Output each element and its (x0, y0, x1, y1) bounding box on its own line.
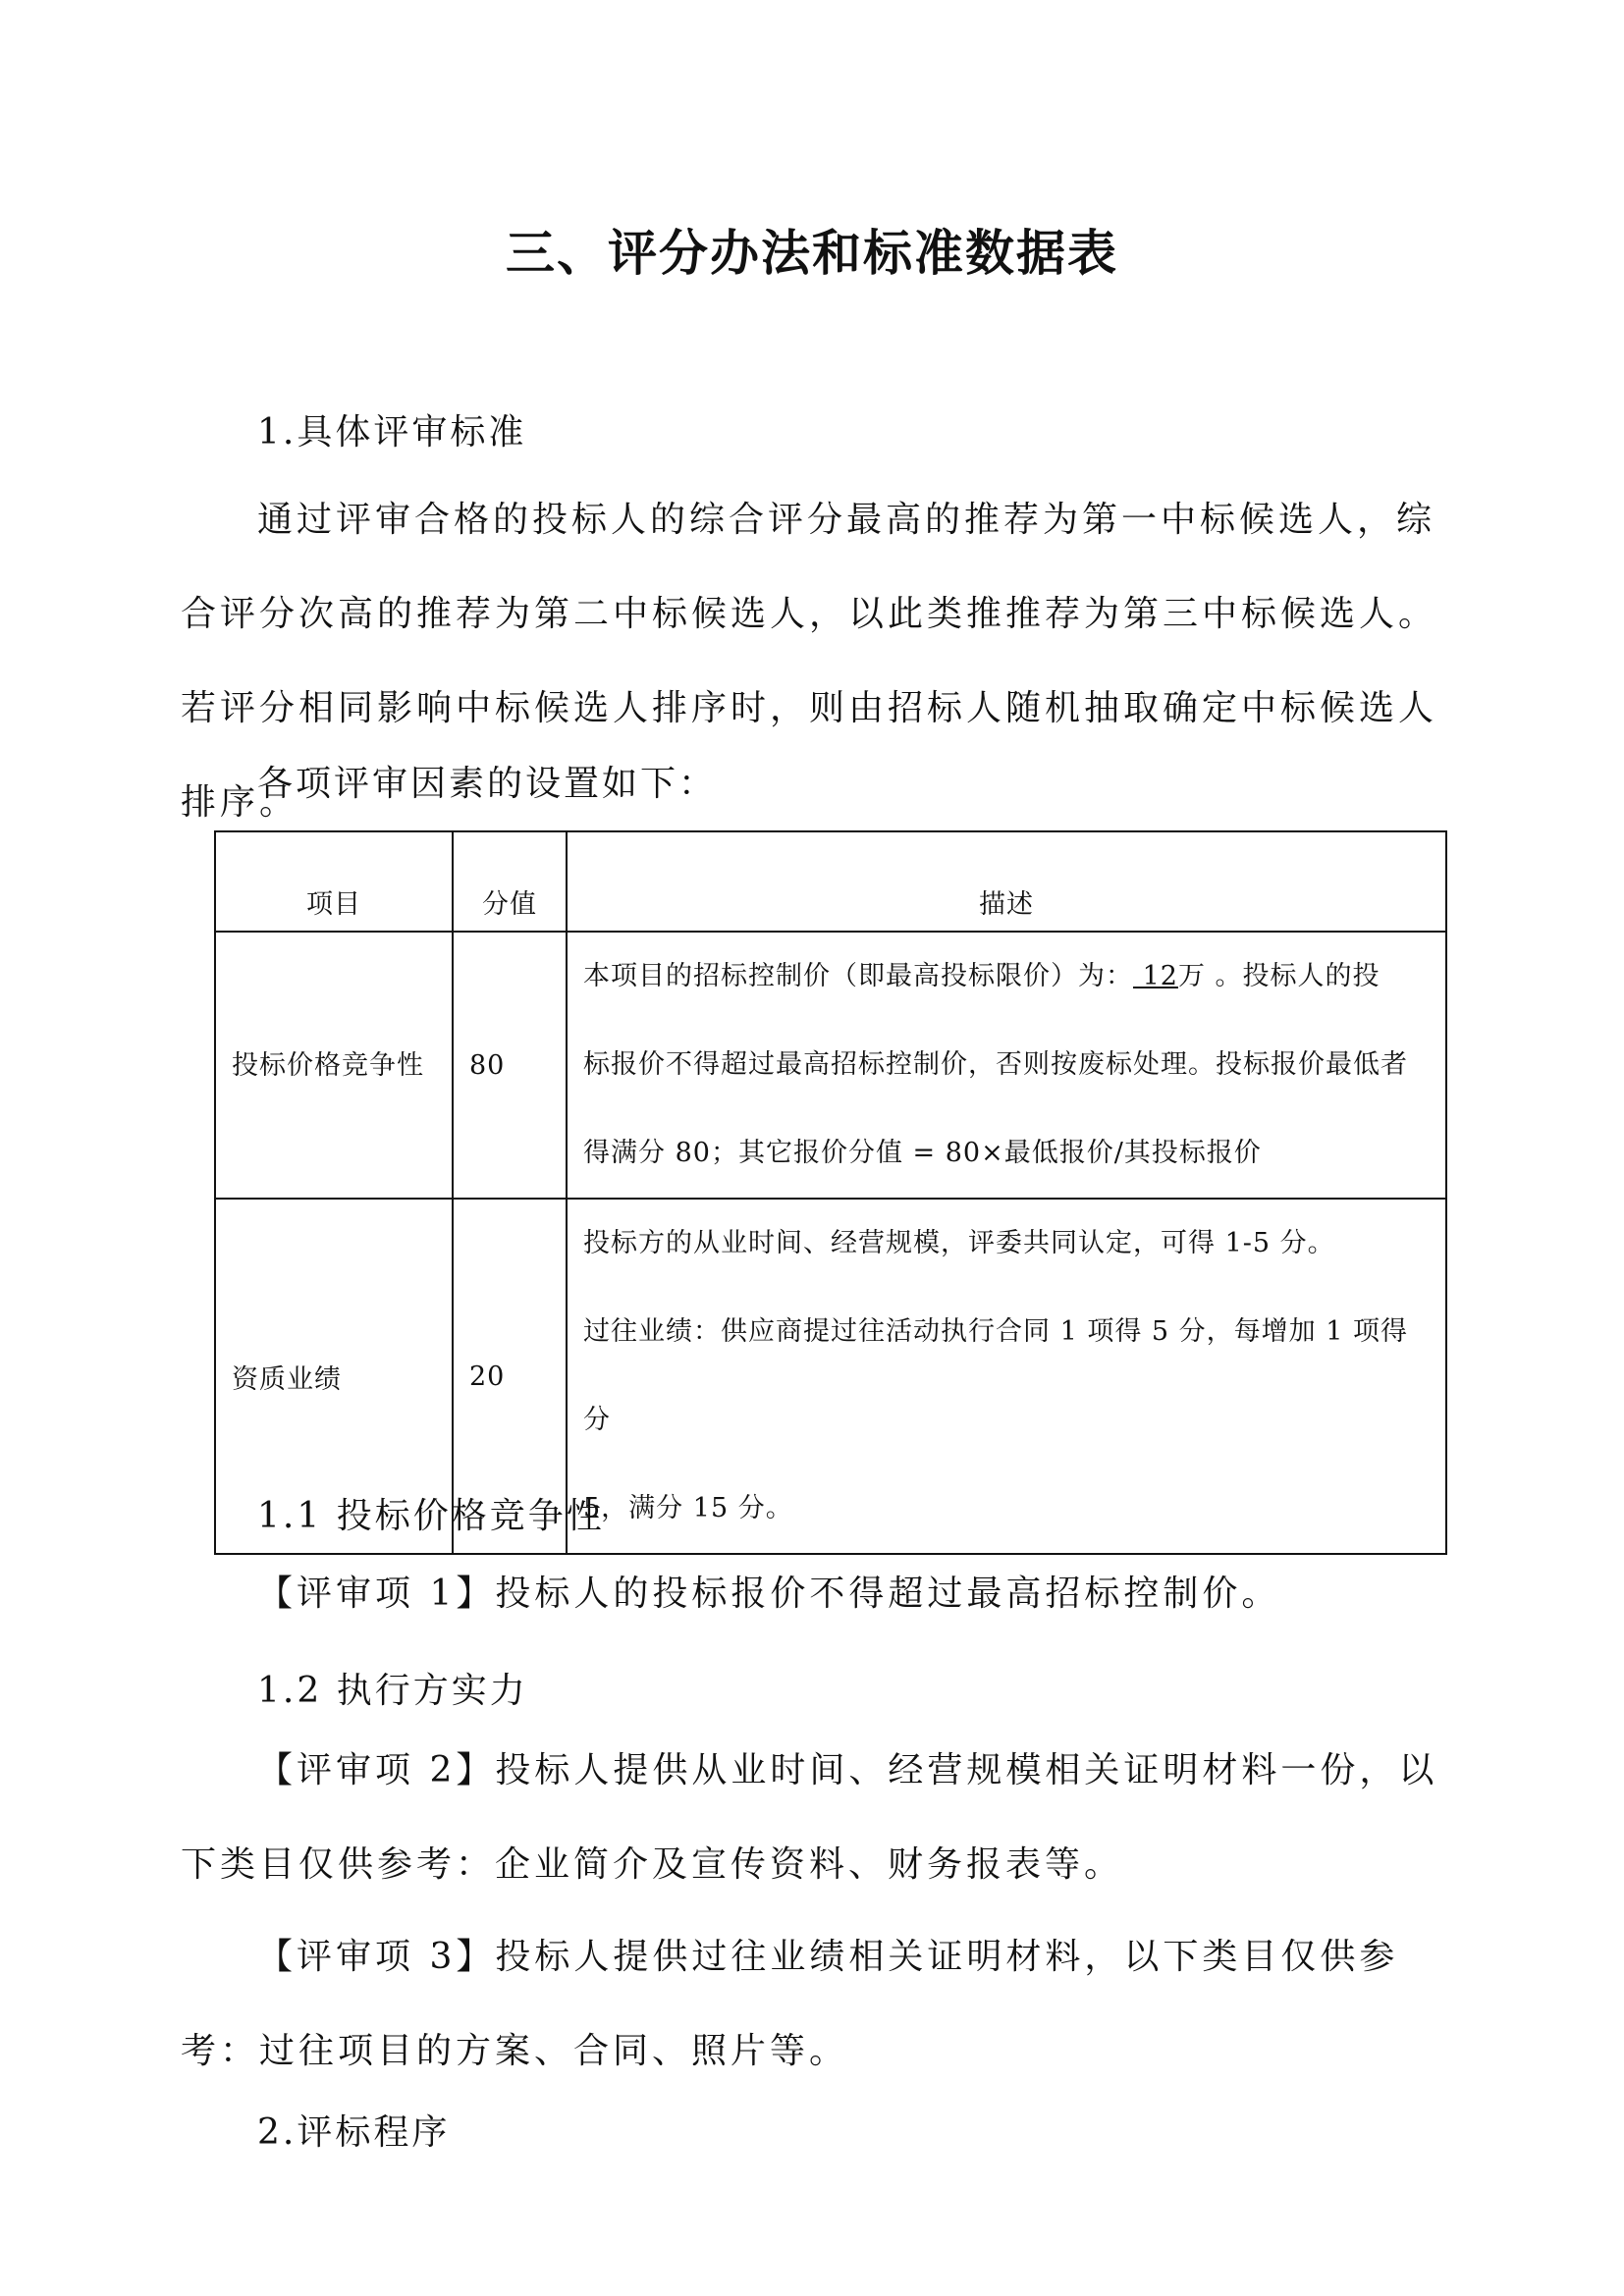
row1-description (567, 932, 1446, 1199)
control-price-amount: 12 (1133, 961, 1178, 991)
header-item: 项目 (215, 831, 453, 932)
row2-score: 20 (453, 1199, 567, 1554)
table-row (215, 932, 1446, 1199)
scoring-table (214, 830, 1447, 1555)
row2-desc-line2: 过往业绩：供应商提过往活动执行合同 1 项得 5 分，每增加 1 项得分 (583, 1316, 1409, 1435)
sub1-heading: 1.1 投标价格竞争性 (257, 1496, 605, 1536)
row2-item: 资质业绩 (215, 1199, 453, 1554)
header-score: 分值 (453, 831, 567, 932)
review-item-1: 【评审项 1】投标人的投标报价不得超过最高招标控制价。 (257, 1574, 1281, 1614)
review-item-2: 【评审项 2】投标人提供从业时间、经营规模相关证明材料一份，以下类目仅供参考：企业简介及宣传资料、财务报表等。 (181, 1750, 1438, 1885)
factors-intro: 各项评审因素的设置如下： (257, 764, 718, 804)
intro-paragraph: 通过评审合格的投标人的综合评分最高的推荐为第一中标候选人，综合评分次高的推荐为第二中标候选人，以此类推推荐为第三中标候选人。若评分相同影响中标候选人排序时，则由招标人随机抽取确定中标候选人排序。 (181, 500, 1438, 823)
row2-desc-line3: 5，满分 15 分。 (583, 1493, 793, 1523)
review-item-3: 【评审项 3】投标人提供过往业绩相关证明材料，以下类目仅供参考：过往项目的方案、合同、照片等。 (181, 1937, 1399, 2071)
sub2-heading: 1.2 执行方实力 (257, 1671, 528, 1711)
section1-heading: 1.具体评审标准 (257, 412, 527, 453)
page-title: 三、评分办法和标准数据表 (506, 225, 1118, 282)
row1-item: 投标价格竞争性 (215, 932, 453, 1199)
header-description: 描述 (567, 831, 1446, 932)
section2-heading: 2.评标程序 (257, 2112, 451, 2153)
row1-desc-line3: 得满分 80；其它报价分值 = 80×最低报价/其投标报价 (583, 1138, 1262, 1168)
row2-description (567, 1199, 1446, 1554)
row1-desc-line2: 标报价不得超过最高招标控制价，否则按废标处理。投标报价最低者 (583, 1049, 1408, 1080)
row2-desc-line1: 投标方的从业时间、经营规模，评委共同认定，可得 1-5 分。 (583, 1228, 1335, 1258)
row1-score: 80 (453, 932, 567, 1199)
row1-desc-line1: 本项目的招标控制价（即最高投标限价）为： 12万 。投标人的投 (583, 961, 1380, 991)
table-header-row (215, 831, 1446, 932)
